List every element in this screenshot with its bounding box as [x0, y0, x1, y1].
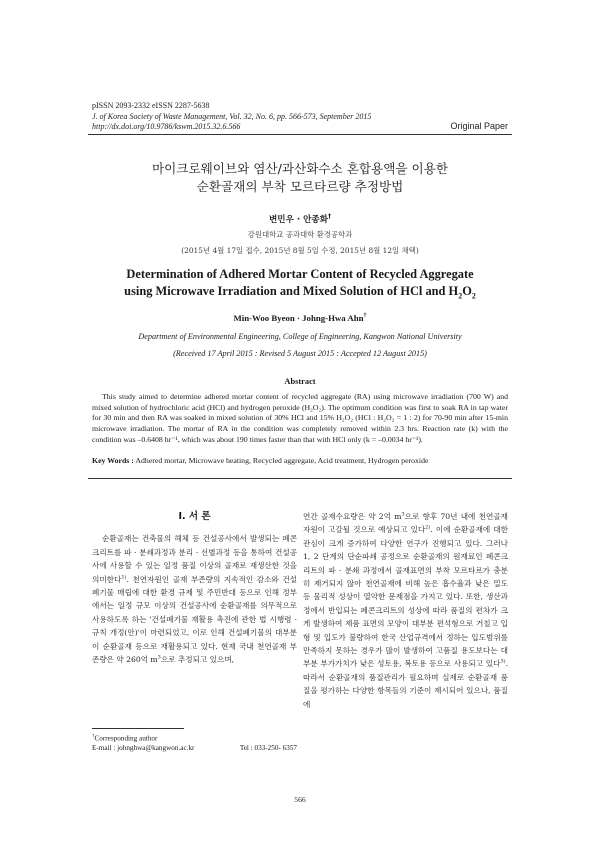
- intro-text-1a: 순환골재는 건축물의 해체 등 건설공사에서 발생되는 폐콘크리트를 파 · 분쇄과정과 분리 · 선별과정 등을 통하여 건설공사에 사용할 수 있는 일정 품질 이상의 골재로 재생산한 것을 의미한다: [92, 534, 297, 584]
- right-column: [303, 510, 508, 711]
- footnote-email[interactable]: E-mail : johnghwa@kangwon.ac.kr: [92, 744, 195, 753]
- abstract-heading: Abstract: [284, 377, 316, 386]
- journal-citation: J. of Korea Society of Waste Management, Vol. 32, No. 6, pp. 566-573, September 2015: [92, 111, 372, 121]
- korean-title-line2: 순환골재의 부착 모르타르량 추정방법: [196, 179, 404, 194]
- header-rule: [88, 134, 512, 135]
- english-corresponding-mark: †: [363, 313, 367, 320]
- footnote-label: Corresponding author: [94, 734, 158, 743]
- korean-authors: [88, 213, 512, 225]
- english-title-line2: [88, 283, 512, 304]
- korean-author-names: 변민우 · 안종화: [268, 215, 329, 225]
- korean-dates: (2015년 4월 17일 접수, 2015년 8월 5일 수정, 2015년 8월 12일 채택): [181, 246, 419, 255]
- intro-text-2b: 으로 향후 70년 내에 천연골재자원이 고갈될 것으로 예상되고 있다: [303, 512, 508, 535]
- intro-text-2c: . 이에 순환골재에 대한 관심이 크게 증가하여 다양한 연구가 진행되고 있다. 그러나 1, 2 단계의 단순파쇄 공정으로 순환골재의 원재료인 폐콘크리트의 파 · 분쇄 과정에서 골재표면의 부착 모르타르가 충분히 제거되지 않아 천연골재에 비해 높은 흡수율과 낮은 밀도 등 물리적 성상이 열악한 문제점을 가지고 있다. 또한, 생산과정에서 반입되는 폐콘크리트의 성상에 따라 품질의 편차가 크게 발생하여 제품 표면의 모양이 대부분 편석형으로 거칠고 입형 및 입도가 불량하여 한국 산업규격에서 정하는 입도범위를 만족하지 못하는 경우가 많이 발생하여 고품질 용도보다는 대부분 부가가치가 낮은 성토용, 복토용 등으로 사용되고 있다: [303, 525, 508, 669]
- corresponding-mark: †: [328, 213, 332, 221]
- keywords-text: Adhered mortar, Microwave heating, Recycled aggregate, Acid treatment, Hydrogen peroxide: [135, 456, 429, 465]
- intro-text-2a: 연간 골재수요량은 약 2억 m: [303, 512, 402, 521]
- footnote: [92, 732, 297, 753]
- superscript-3-right: 3: [401, 511, 405, 518]
- subscript-2b: 2: [471, 291, 476, 301]
- reference-3: 3): [500, 658, 506, 665]
- korean-title: [88, 160, 512, 196]
- reference-2: 2): [425, 524, 431, 531]
- english-title: [88, 266, 512, 304]
- english-author-names: Min-Woo Byeon · Johng-Hwa Ahn: [233, 313, 364, 323]
- section-heading-introduction: I. 서 론: [178, 511, 211, 522]
- english-title-o: O: [462, 284, 472, 298]
- doi-link[interactable]: http://dx.doi.org/10.9786/kswm.2015.32.6.566: [92, 122, 241, 131]
- left-column: [92, 498, 297, 666]
- intro-paragraph-2: [303, 510, 508, 711]
- journal-header: [92, 101, 371, 133]
- keywords-rule: [88, 478, 512, 479]
- english-authors: [88, 313, 512, 323]
- subscript-2a: 2: [458, 291, 463, 301]
- korean-title-line1: 마이크로웨이브와 염산/과산화수소 혼합용액을 이용한: [151, 161, 449, 176]
- keywords: [92, 456, 508, 467]
- english-title-line2-text: using Microwave Irradiation and Mixed Solution of HCl and H: [124, 284, 459, 298]
- english-dates: (Received 17 April 2015 : Revised 5 August 2015 : Accepted 12 August 2015): [173, 349, 427, 358]
- intro-text-2d: . 따라서 순환골재의 품질관리가 필요하며 실제로 순환골재 품질을 평가하는 다양한 항목들의 기준이 제시되어 있으나, 품질에: [303, 659, 508, 709]
- article-type-label: Original Paper: [450, 121, 508, 131]
- abstract-text: This study aimed to determine adhered mortar content of recycled aggregate (RA) using microwave irradiation (700 W) and mixed solution of hydrochloric acid (HCl) and hydrogen peroxide (H₂O₂). The optimum condition was first to soak RA in tap water for 30 min and then RA was soaked in mixed solution of 30% HCl and 15% H₂O₂ (HCl : H₂O₂ = 1 : 2) for 70-90 min after 15-min microwave irradiation. The mortar of RA in the condition was completely removed within 2.3 hrs. Reaction rate (k) with the condition was –0.6408 hr⁻¹, which was about 190 times faster than that with HCl only (k = –0.0034 hr⁻¹).: [92, 392, 508, 444]
- footnote-tel: Tel : 033-250- 6357: [239, 744, 297, 753]
- intro-paragraph-1: [92, 532, 297, 666]
- superscript-3: 3: [157, 654, 161, 661]
- intro-text-1b: . 천연자원인 골재 부존량의 지속적인 감소와 건설폐기물 매립에 대한 환경 규제 및 주민반대 등으로 인해 정부에서는 일정 규모 이상의 건설공사에 순환골재를 의무적으로 사용하도록 하는 '건설폐기물 재활용 촉진에 관한 법 시행령 · 규칙 개정(안)'이 마련되었고, 이로 인해 건설폐기물의 대부분이 순환골재 등으로 재활용되고 있다. 현재 국내 천연골재 부존량은 약 260억 m: [92, 574, 297, 665]
- english-affiliation: Department of Environmental Engineering, College of Engineering, Kangwon National University: [138, 332, 462, 341]
- footnote-rule: [92, 728, 184, 729]
- issn-line: pISSN 2093-2332 eISSN 2287-5638: [92, 101, 210, 110]
- reference-1: 1): [121, 574, 127, 581]
- page-number: 566: [294, 795, 306, 804]
- korean-affiliation: 강원대학교 공과대학 환경공학과: [247, 230, 353, 239]
- english-title-line1: Determination of Adhered Mortar Content of Recycled Aggregate: [126, 267, 474, 281]
- intro-text-1c: 으로 추정되고 있으며,: [160, 655, 235, 665]
- keywords-label: Key Words :: [92, 456, 134, 465]
- footnote-mark: †: [92, 734, 95, 739]
